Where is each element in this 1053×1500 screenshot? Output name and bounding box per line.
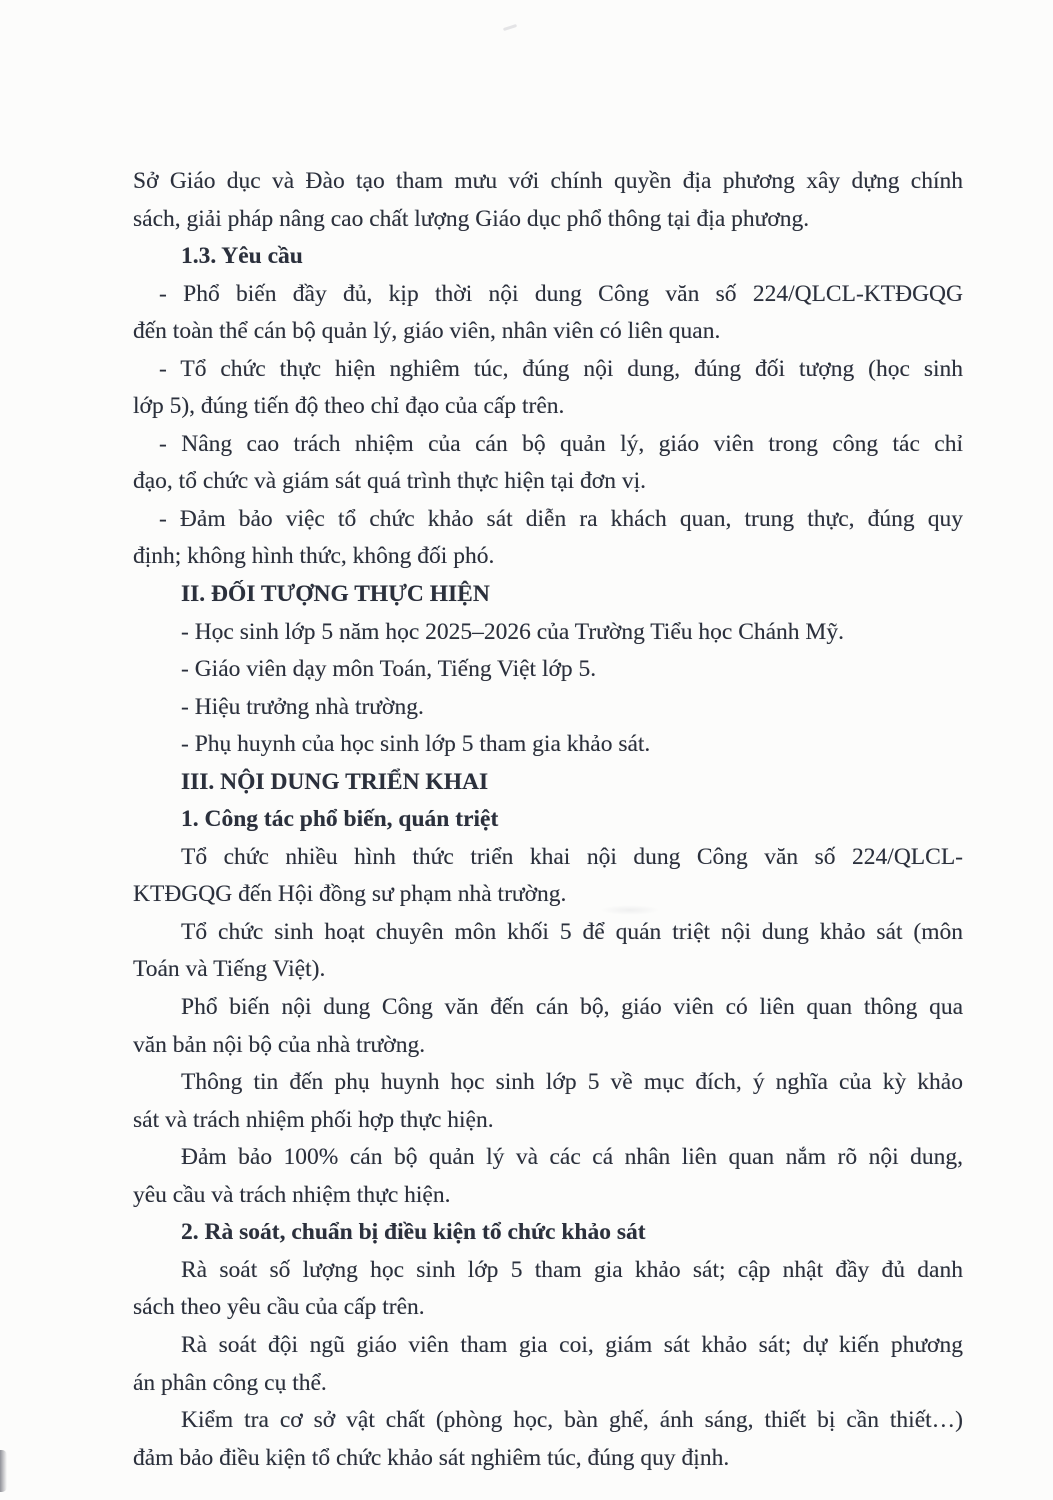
text-line: án phân công cụ thể. (133, 1369, 327, 1396)
text-line: sách theo yêu cầu của cấp trên. (133, 1294, 425, 1321)
paragraph (133, 276, 963, 351)
document-body (133, 163, 963, 1477)
text-line: lớp 5), đúng tiến độ theo chỉ đạo của cấp trên. (133, 393, 565, 420)
text-line: II. ĐỐI TƯỢNG THỰC HIỆN (181, 581, 490, 608)
text-line: - Giáo viên dạy môn Toán, Tiếng Việt lớp 5. (181, 656, 597, 683)
paragraph (133, 351, 963, 426)
paragraph (133, 1402, 963, 1477)
text-line: yêu cầu và trách nhiệm thực hiện. (133, 1181, 451, 1208)
paragraph (133, 614, 963, 652)
text-line: đến toàn thể cán bộ quản lý, giáo viên, nhân viên có liên quan. (133, 318, 721, 345)
text-line: - Hiệu trưởng nhà trường. (181, 693, 424, 720)
text-line: III. NỘI DUNG TRIỂN KHAI (181, 768, 489, 795)
text-line: Tổ chức sinh hoạt chuyên môn khối 5 để quán triệt nội dung khảo sát (môn (181, 918, 963, 945)
section-heading (133, 238, 963, 276)
text-line: Rà soát đội ngũ giáo viên tham gia coi, giám sát khảo sát; dự kiến phương (181, 1331, 963, 1358)
section-heading (133, 764, 963, 802)
text-line: Phổ biến nội dung Công văn đến cán bộ, giáo viên có liên quan thông qua (181, 994, 963, 1021)
text-line: sát và trách nhiệm phối hợp thực hiện. (133, 1106, 494, 1133)
text-line: Sở Giáo dục và Đào tạo tham mưu với chính quyền địa phương xây dựng chính (133, 168, 963, 194)
paragraph (133, 1139, 963, 1214)
paragraph (133, 1252, 963, 1327)
text-line: Kiểm tra cơ sở vật chất (phòng học, bàn ghế, ánh sáng, thiết bị cần thiết…) (181, 1407, 963, 1434)
text-line: định; không hình thức, không đối phó. (133, 543, 495, 570)
text-line: Tổ chức nhiều hình thức triển khai nội dung Công văn số 224/QLCL- (181, 843, 963, 870)
text-line: - Học sinh lớp 5 năm học 2025–2026 của Trường Tiểu học Chánh Mỹ. (181, 618, 844, 645)
text-line: văn bản nội bộ của nhà trường. (133, 1031, 426, 1058)
text-line: - Nâng cao trách nhiệm của cán bộ quản lý, giáo viên trong công tác chỉ (159, 430, 963, 457)
text-line: 1. Công tác phổ biến, quán triệt (181, 806, 499, 833)
text-line: KTĐGQG đến Hội đồng sư phạm nhà trường. (133, 881, 567, 908)
text-line: 1.3. Yêu cầu (181, 243, 303, 270)
text-line: - Phổ biến đầy đủ, kịp thời nội dung Công văn số 224/QLCL-KTĐGQG (159, 280, 963, 307)
paragraph (133, 914, 963, 989)
scan-artifact-smudge (0, 1450, 7, 1492)
paragraph (133, 726, 963, 764)
paragraph (133, 989, 963, 1064)
text-line: 2. Rà soát, chuẩn bị điều kiện tổ chức khảo sát (181, 1219, 646, 1246)
text-line: Toán và Tiếng Việt). (133, 956, 326, 983)
scan-artifact-speck (600, 905, 660, 915)
paragraph (133, 501, 963, 576)
paragraph (133, 163, 963, 238)
text-line: Đảm bảo 100% cán bộ quản lý và các cá nhân liên quan nắm rõ nội dung, (181, 1144, 963, 1171)
paragraph (133, 1327, 963, 1402)
section-heading (133, 1214, 963, 1252)
paragraph (133, 1064, 963, 1139)
section-heading (133, 576, 963, 614)
text-line: - Phụ huynh của học sinh lớp 5 tham gia khảo sát. (181, 731, 651, 758)
paragraph (133, 689, 963, 727)
scan-artifact-speck (503, 24, 517, 31)
text-line: - Đảm bảo việc tổ chức khảo sát diễn ra khách quan, trung thực, đúng quy (159, 505, 963, 532)
paragraph (133, 839, 963, 914)
text-line: sách, giải pháp nâng cao chất lượng Giáo dục phổ thông tại địa phương. (133, 205, 810, 232)
text-line: - Tổ chức thực hiện nghiêm túc, đúng nội dung, đúng đối tượng (học sinh (159, 355, 963, 382)
paragraph (133, 651, 963, 689)
text-line: đảm bảo điều kiện tổ chức khảo sát nghiêm túc, đúng quy định. (133, 1444, 730, 1471)
text-line: Rà soát số lượng học sinh lớp 5 tham gia khảo sát; cập nhật đầy đủ danh (181, 1256, 963, 1283)
text-line: Thông tin đến phụ huynh học sinh lớp 5 về mục đích, ý nghĩa của kỳ khảo (181, 1069, 963, 1096)
text-line: đạo, tổ chức và giám sát quá trình thực hiện tại đơn vị. (133, 468, 646, 495)
section-heading (133, 801, 963, 839)
paragraph (133, 426, 963, 501)
